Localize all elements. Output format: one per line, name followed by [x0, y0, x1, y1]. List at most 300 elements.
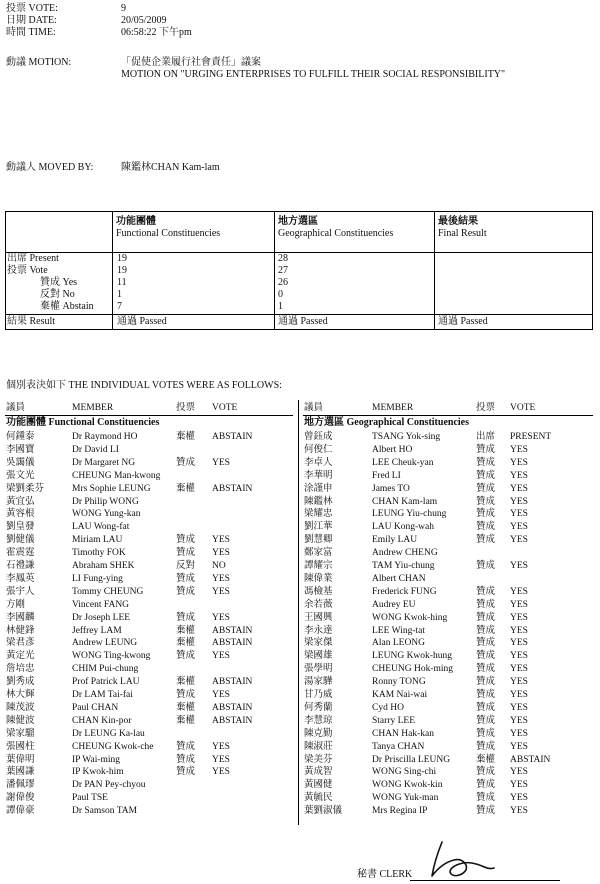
vote-zh: 贊成 — [476, 780, 496, 791]
member-name-zh: 謝偉俊 — [6, 793, 35, 804]
vote-zh: 贊成 — [476, 728, 496, 739]
vote-en: YES — [510, 625, 528, 636]
member-name-en: Jeffrey LAM — [72, 625, 122, 636]
member-row — [6, 470, 296, 483]
vote-zh: 棄權 — [176, 715, 196, 726]
column-divider — [298, 400, 299, 825]
vote-en: YES — [510, 561, 528, 571]
member-name-zh: 梁家騮 — [6, 728, 35, 739]
vote-en: YES — [510, 457, 528, 468]
member-name-zh: 梁君彥 — [6, 638, 35, 649]
col-geographical-en: Geographical Constituencies — [278, 228, 394, 239]
vote-en: YES — [510, 638, 528, 649]
member-row — [6, 702, 296, 715]
member-name-en: Vincent FANG — [72, 599, 130, 610]
vote-zh: 贊成 — [476, 651, 496, 662]
hdr-vote-en: VOTE — [510, 403, 536, 413]
summary-row-label: 反對 No — [40, 289, 75, 300]
vote-zh: 出席 — [476, 432, 496, 442]
member-row — [6, 663, 296, 676]
member-name-en: Albert HO — [372, 444, 413, 455]
member-name-en: KAM Nai-wai — [372, 690, 428, 700]
member-row — [304, 663, 594, 676]
member-row — [304, 805, 594, 818]
col-final — [438, 216, 487, 240]
vote-en: YES — [212, 612, 230, 623]
col-final-en: Final Result — [438, 228, 487, 239]
vote-en: YES — [212, 741, 230, 752]
member-name-zh: 梁耀忠 — [304, 509, 333, 520]
vote-en: YES — [212, 573, 230, 584]
vote-zh: 棄權 — [176, 483, 196, 494]
member-name-zh: 葉偉明 — [6, 754, 35, 765]
vote-en: YES — [212, 535, 230, 546]
member-name-en: LEUNG Yiu-chung — [372, 509, 447, 520]
date-value: 20/05/2009 — [121, 15, 167, 26]
vote-en: ABSTAIN — [510, 754, 551, 765]
member-name-zh: 李華明 — [304, 470, 333, 481]
member-row — [6, 534, 296, 547]
vote-zh: 贊成 — [476, 586, 496, 597]
summary-cell: 27 — [278, 265, 288, 276]
member-name-zh: 李國麟 — [6, 612, 35, 623]
member-row — [6, 431, 296, 444]
gc-section-title: 地方選區 Geographical Constituencies — [304, 417, 469, 428]
clerk-signature — [428, 838, 498, 882]
member-name-zh: 林大輝 — [6, 690, 35, 700]
member-name-zh: 湯家驊 — [304, 677, 333, 688]
vote-zh: 贊成 — [476, 664, 496, 675]
member-name-zh: 曾鈺成 — [304, 432, 333, 442]
vote-zh: 贊成 — [176, 586, 196, 597]
vote-zh: 贊成 — [176, 754, 196, 765]
member-row — [304, 676, 594, 689]
individual-votes-intro: 個別表決如下 THE INDIVIDUAL VOTES WERE AS FOLLOWS: — [6, 380, 282, 391]
summary-cell: 19 — [117, 265, 127, 276]
member-row — [304, 702, 594, 715]
vote-en: YES — [510, 793, 528, 804]
member-name-zh: 涂謹申 — [304, 483, 333, 494]
member-name-en: Dr Philip WONG — [72, 496, 139, 507]
summary-cell: 1 — [278, 301, 283, 312]
member-row — [6, 508, 296, 521]
member-row — [304, 496, 594, 509]
vote-en: PRESENT — [510, 432, 552, 442]
member-name-zh: 黃毓民 — [304, 793, 333, 804]
vote-en: YES — [212, 767, 230, 778]
member-name-en: Dr PAN Pey-chyou — [72, 780, 146, 791]
hdr-member-zh: 議員 — [6, 403, 26, 413]
member-name-zh: 梁國雄 — [304, 651, 333, 662]
clerk-label: 秘書 CLERK — [357, 869, 413, 880]
member-name-zh: 陳鑑林 — [304, 496, 333, 507]
member-name-zh: 方剛 — [6, 599, 26, 610]
member-name-en: Miriam LAU — [72, 535, 123, 546]
vote-zh: 棄權 — [176, 432, 196, 442]
member-row — [6, 586, 296, 599]
hdr-vote-zh: 投票 — [176, 403, 196, 413]
member-row — [304, 754, 594, 767]
member-name-en: Dr Margaret NG — [72, 457, 136, 468]
vote-zh: 贊成 — [476, 470, 496, 481]
vote-zh: 贊成 — [476, 457, 496, 468]
member-name-en: Abraham SHEK — [72, 561, 135, 571]
vote-zh: 棄權 — [476, 754, 496, 765]
mover-label: 動議人 MOVED BY: — [6, 162, 94, 173]
vote-zh: 贊成 — [476, 715, 496, 726]
member-name-zh: 何俊仁 — [304, 444, 333, 455]
date-row — [6, 15, 167, 27]
member-row — [304, 779, 594, 792]
member-name-en: TSANG Yok-sing — [372, 432, 441, 442]
member-name-en: CHAN Kin-por — [72, 715, 132, 726]
vote-en: YES — [510, 677, 528, 688]
vote-en: YES — [510, 599, 528, 610]
member-name-zh: 李永達 — [304, 625, 333, 636]
member-row — [6, 560, 296, 573]
member-name-zh: 劉皇發 — [6, 522, 35, 533]
vote-en: YES — [212, 651, 230, 662]
member-name-en: Timothy FOK — [72, 548, 126, 559]
member-name-en: WONG Yuk-man — [372, 793, 439, 804]
member-name-zh: 黃容根 — [6, 509, 35, 520]
vote-en: YES — [510, 612, 528, 623]
member-name-en: Audrey EU — [372, 599, 416, 610]
member-row — [6, 805, 296, 818]
member-name-zh: 李卓人 — [304, 457, 333, 468]
vote-zh: 贊成 — [476, 444, 496, 455]
member-row — [304, 625, 594, 638]
col-functional-zh: 功能團體 — [116, 216, 156, 227]
vote-zh: 贊成 — [476, 741, 496, 752]
vote-en: YES — [510, 496, 528, 507]
vote-number: 9 — [121, 3, 126, 14]
member-name-en: Andrew LEUNG — [72, 638, 138, 649]
summary-row-label: 結果 Result — [7, 316, 56, 327]
hdr-member-en: MEMBER — [372, 403, 414, 413]
vote-zh: 贊成 — [476, 638, 496, 649]
time-row — [6, 27, 192, 39]
member-name-en: LEE Wing-tat — [372, 625, 425, 636]
summary-cell: 28 — [278, 253, 288, 264]
summary-cell: 通過 Passed — [438, 316, 488, 327]
summary-table — [5, 211, 593, 330]
vote-en: YES — [212, 690, 230, 700]
vote-en: ABSTAIN — [212, 625, 253, 636]
member-row — [304, 431, 594, 444]
vote-zh: 贊成 — [176, 767, 196, 778]
member-name-en: Albert CHAN — [372, 573, 426, 584]
vote-zh: 贊成 — [176, 457, 196, 468]
hdr-member-zh: 議員 — [304, 403, 324, 413]
member-name-en: CHEUNG Man-kwong — [72, 470, 161, 481]
member-name-en: CHAN Hak-kan — [372, 728, 435, 739]
vote-en: YES — [212, 457, 230, 468]
member-row — [6, 766, 296, 779]
vote-en: YES — [510, 509, 528, 520]
vote-zh: 反對 — [176, 561, 196, 571]
motion-row — [6, 57, 261, 69]
header-rule-left — [5, 415, 293, 416]
vote-zh: 贊成 — [176, 651, 196, 662]
hdr-vote-zh: 投票 — [476, 403, 496, 413]
member-row — [6, 444, 296, 457]
summary-row-label: 棄權 Abstain — [40, 301, 94, 312]
member-name-zh: 劉秀成 — [6, 677, 35, 688]
summary-row-label: 投票 Vote — [7, 265, 48, 276]
vote-en: YES — [510, 780, 528, 791]
vote-zh: 棄權 — [176, 702, 196, 713]
vote-zh: 贊成 — [176, 741, 196, 752]
member-name-en: WONG Kwok-hing — [372, 612, 448, 623]
vote-zh: 贊成 — [476, 509, 496, 520]
vote-en: YES — [510, 470, 528, 481]
member-row — [304, 689, 594, 702]
vote-en: YES — [510, 664, 528, 675]
member-name-zh: 霍震霆 — [6, 548, 35, 559]
member-name-en: Dr David LI — [72, 444, 119, 455]
member-name-en: Alan LEONG — [372, 638, 426, 649]
member-name-en: James TO — [372, 483, 410, 494]
vote-en: YES — [510, 728, 528, 739]
motion-label: 動議 MOTION: — [6, 57, 72, 68]
vote-zh: 棄權 — [176, 638, 196, 649]
member-name-en: LEUNG Kwok-hung — [372, 651, 452, 662]
member-name-zh: 何秀蘭 — [304, 702, 333, 713]
vote-en: YES — [212, 548, 230, 559]
member-name-zh: 鄭家富 — [304, 548, 333, 559]
vote-en: YES — [510, 535, 528, 546]
vote-en: YES — [510, 444, 528, 455]
vote-en: ABSTAIN — [212, 432, 253, 442]
vote-zh: 贊成 — [176, 535, 196, 546]
vote-en: YES — [510, 586, 528, 597]
vote-zh: 贊成 — [176, 573, 196, 584]
vote-zh: 贊成 — [476, 625, 496, 636]
vote-en: ABSTAIN — [212, 483, 253, 494]
member-row — [304, 766, 594, 779]
vote-zh: 贊成 — [476, 599, 496, 610]
member-name-zh: 梁美芬 — [304, 754, 333, 765]
member-name-zh: 張國柱 — [6, 741, 35, 752]
vote-en: YES — [510, 741, 528, 752]
member-name-zh: 陳克勤 — [304, 728, 333, 739]
mover-name: 陳鑑林CHAN Kam-lam — [121, 162, 220, 173]
member-name-zh: 譚耀宗 — [304, 561, 333, 571]
member-name-en: Ronny TONG — [372, 677, 426, 688]
member-name-en: Dr Joseph LEE — [72, 612, 131, 623]
col-functional — [116, 216, 220, 240]
member-name-zh: 甘乃威 — [304, 690, 333, 700]
member-name-zh: 黃定光 — [6, 651, 35, 662]
member-name-zh: 李國寶 — [6, 444, 35, 455]
member-name-zh: 黃國健 — [304, 780, 333, 791]
vote-zh: 贊成 — [476, 767, 496, 778]
member-name-zh: 劉江華 — [304, 522, 333, 533]
vote-en: YES — [212, 754, 230, 765]
member-name-zh: 石禮謙 — [6, 561, 35, 571]
member-name-zh: 劉健儀 — [6, 535, 35, 546]
member-name-zh: 葉國謙 — [6, 767, 35, 778]
member-name-zh: 陳茂波 — [6, 702, 35, 713]
member-row — [304, 792, 594, 805]
vote-en: ABSTAIN — [212, 677, 253, 688]
vote-en: ABSTAIN — [212, 638, 253, 649]
member-row — [6, 599, 296, 612]
member-name-en: Fred LI — [372, 470, 401, 481]
vote-zh: 贊成 — [176, 612, 196, 623]
member-name-en: Cyd HO — [372, 702, 404, 713]
member-name-zh: 譚偉豪 — [6, 806, 35, 817]
member-row — [304, 728, 594, 741]
vote-en: ABSTAIN — [212, 702, 253, 713]
summary-cell: 26 — [278, 277, 288, 288]
member-name-en: CHEUNG Kwok-che — [72, 741, 154, 752]
summary-cell: 0 — [278, 289, 283, 300]
member-name-zh: 王國興 — [304, 612, 333, 623]
vote-en: YES — [510, 806, 528, 817]
member-row — [6, 792, 296, 805]
member-row — [304, 508, 594, 521]
member-name-en: Paul TSE — [72, 793, 108, 804]
member-name-en: Dr LEUNG Ka-lau — [72, 728, 145, 739]
vote-zh: 贊成 — [476, 793, 496, 804]
member-name-zh: 葉劉淑儀 — [304, 806, 343, 817]
header-rule-right — [303, 415, 593, 416]
summary-cell: 7 — [117, 301, 122, 312]
col-functional-en: Functional Constituencies — [116, 228, 221, 239]
member-row — [304, 444, 594, 457]
vote-number-label: 投票 VOTE: — [6, 3, 58, 14]
member-name-en: Tommy CHEUNG — [72, 586, 144, 597]
hdr-member-en: MEMBER — [72, 403, 114, 413]
member-name-zh: 馮檢基 — [304, 586, 333, 597]
col-geographical — [278, 216, 393, 240]
mover-row — [6, 162, 220, 174]
member-row — [6, 483, 296, 496]
member-name-en: CHIM Pui-chung — [72, 664, 139, 675]
member-row — [6, 521, 296, 534]
member-name-en: WONG Ting-kwong — [72, 651, 151, 662]
member-name-en: IP Kwok-him — [72, 767, 124, 778]
member-row — [6, 573, 296, 586]
member-name-en: Emily LAU — [372, 535, 418, 546]
member-row — [6, 547, 296, 560]
member-name-zh: 陳健波 — [6, 715, 35, 726]
member-row — [304, 599, 594, 612]
vote-zh: 棄權 — [176, 625, 196, 636]
member-row — [304, 457, 594, 470]
member-name-zh: 李鳳英 — [6, 573, 35, 584]
member-row — [304, 715, 594, 728]
member-row — [304, 586, 594, 599]
member-name-zh: 張學明 — [304, 664, 333, 675]
member-name-en: Andrew CHENG — [372, 548, 438, 559]
vote-zh: 贊成 — [476, 535, 496, 546]
motion-title-zh: 「促使企業履行社會責任」議案 — [121, 57, 261, 68]
member-name-zh: 陳淑莊 — [304, 741, 333, 752]
member-name-en: Mrs Sophie LEUNG — [72, 483, 151, 494]
member-row — [304, 547, 594, 560]
member-name-zh: 張宇人 — [6, 586, 35, 597]
vote-zh: 贊成 — [476, 806, 496, 817]
member-row — [6, 625, 296, 638]
member-row — [304, 573, 594, 586]
fc-section-title: 功能團體 Functional Constituencies — [6, 417, 160, 428]
member-name-en: Tanya CHAN — [372, 741, 425, 752]
member-name-zh: 吳靄儀 — [6, 457, 35, 468]
member-name-en: CHEUNG Hok-ming — [372, 664, 454, 675]
member-name-en: Mrs Regina IP — [372, 806, 428, 817]
member-name-en: Dr LAM Tai-fai — [72, 690, 133, 700]
member-row — [304, 741, 594, 754]
member-row — [304, 637, 594, 650]
member-row — [6, 612, 296, 625]
vote-zh: 贊成 — [176, 690, 196, 700]
vote-en: YES — [510, 483, 528, 494]
member-name-en: LEE Cheuk-yan — [372, 457, 434, 468]
vote-zh: 棄權 — [176, 677, 196, 688]
vote-en: YES — [510, 715, 528, 726]
vote-zh: 贊成 — [476, 561, 496, 571]
member-name-en: WONG Sing-chi — [372, 767, 437, 778]
summary-cell: 1 — [117, 289, 122, 300]
member-row — [6, 637, 296, 650]
member-name-zh: 余若薇 — [304, 599, 333, 610]
member-name-zh: 詹培忠 — [6, 664, 35, 675]
vote-en: YES — [212, 586, 230, 597]
member-row — [304, 521, 594, 534]
vote-en: YES — [510, 690, 528, 700]
member-row — [304, 483, 594, 496]
member-name-en: Prof Patrick LAU — [72, 677, 140, 688]
vote-en: YES — [510, 651, 528, 662]
member-name-en: WONG Kwok-kin — [372, 780, 443, 791]
member-name-en: LAU Kong-wah — [372, 522, 435, 533]
member-name-en: Frederick FUNG — [372, 586, 437, 597]
member-row — [6, 676, 296, 689]
summary-cell: 11 — [117, 277, 127, 288]
summary-row-label: 贊成 Yes — [40, 277, 78, 288]
vote-en: YES — [510, 767, 528, 778]
member-name-en: Paul CHAN — [72, 702, 119, 713]
member-name-en: CHAN Kam-lam — [372, 496, 438, 507]
time-label: 時間 TIME: — [6, 27, 56, 38]
member-name-zh: 張文光 — [6, 470, 35, 481]
member-row — [6, 457, 296, 470]
vote-en: NO — [212, 561, 226, 571]
vote-zh: 贊成 — [476, 522, 496, 533]
member-name-zh: 黃宜弘 — [6, 496, 35, 507]
member-name-zh: 梁劉柔芬 — [6, 483, 45, 494]
member-row — [6, 754, 296, 767]
member-row — [304, 470, 594, 483]
vote-zh: 贊成 — [176, 548, 196, 559]
member-name-zh: 潘佩璆 — [6, 780, 35, 791]
summary-cell: 通過 Passed — [278, 316, 328, 327]
member-name-zh: 黃成智 — [304, 767, 333, 778]
summary-row-label: 出席 Present — [7, 253, 59, 264]
vote-en: YES — [510, 522, 528, 533]
member-row — [6, 741, 296, 754]
vote-zh: 贊成 — [476, 677, 496, 688]
member-name-zh: 陳偉業 — [304, 573, 333, 584]
vote-zh: 贊成 — [476, 690, 496, 700]
member-row — [6, 689, 296, 702]
vote-zh: 贊成 — [476, 496, 496, 507]
date-label: 日期 DATE: — [6, 15, 57, 26]
vote-en: ABSTAIN — [212, 715, 253, 726]
